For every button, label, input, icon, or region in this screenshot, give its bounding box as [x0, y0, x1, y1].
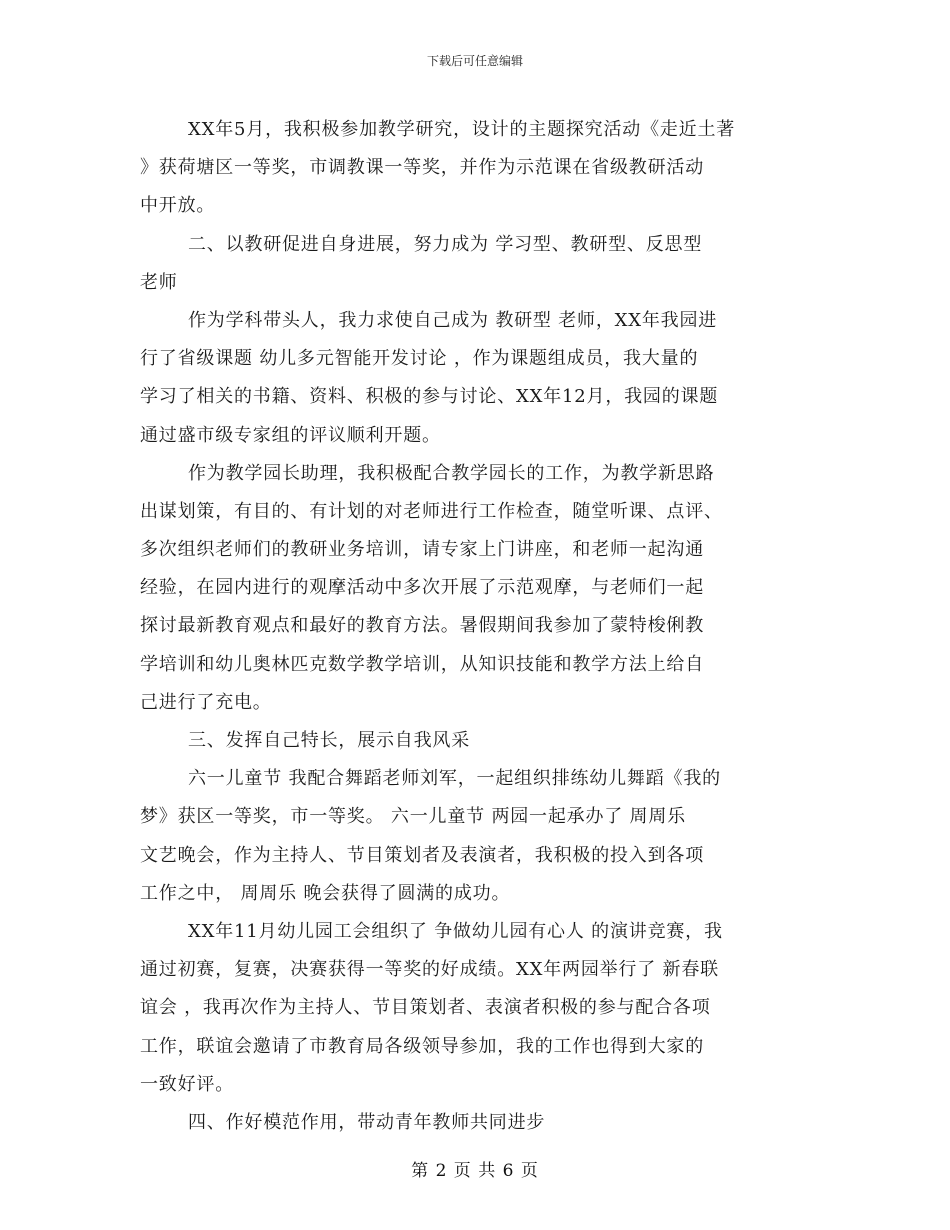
document-body	[140, 111, 815, 1142]
text-line: 一致好评。	[140, 1073, 234, 1095]
text-line: 工作之中， 周周乐 晚会获得了圆满的成功。	[140, 882, 511, 904]
text-line: 梦》获区一等奖，市一等奖。 六一儿童节 两园一起承办了 周周乐	[140, 806, 686, 828]
text-line: 中开放。	[140, 195, 216, 217]
text-line: 通过盛市级专家组的评议顺利开题。	[140, 424, 441, 446]
text-line: 经验，在园内进行的观摩活动中多次开展了示范观摩，与老师们一起	[140, 577, 704, 599]
text-line: 己进行了充电。	[140, 691, 272, 713]
text-line: 三、发挥自己特长，展示自我风采	[188, 730, 470, 751]
text-line: 老师	[140, 271, 178, 293]
text-line: XX年11月幼儿园工会组织了 争做幼儿园有心人 的演讲竞赛，我	[188, 920, 723, 942]
text-line: 文艺晚会，作为主持人、节目策划者及表演者，我积极的投入到各项	[140, 844, 704, 866]
text-line: 学培训和幼儿奥林匹克数学教学培训，从知识技能和教学方法上给自	[140, 653, 704, 675]
text-line: 通过初赛，复赛，决赛获得一等奖的好成绩。XX年两园举行了 新春联	[140, 959, 719, 981]
text-line: XX年5月，我积极参加教学研究，设计的主题探究活动《走近土著	[188, 119, 736, 140]
text-line: 多次组织老师们的教研业务培训，请专家上门讲座，和老师一起沟通	[140, 539, 704, 561]
text-line: 探讨最新教育观点和最好的教育方法。暑假期间我参加了蒙特梭俐教	[140, 615, 704, 637]
text-line: 二、以教研促进自身进展，努力成为 学习型、教研型、反思型	[188, 233, 703, 255]
text-line: 工作，联谊会邀请了市教育局各级领导参加，我的工作也得到大家的	[140, 1035, 704, 1057]
text-line: 出谋划策，有目的、有计划的对老师进行工作检查，随堂听课、点评、	[140, 500, 723, 522]
text-line: 四、作好模范作用，带动青年教师共同进步	[188, 1111, 546, 1133]
text-line: 谊会 ，我再次作为主持人、节目策划者、表演者积极的参与配合各项	[140, 997, 711, 1019]
text-line: 行了省级课题 幼儿多元智能开发讨论 ，作为课题组成员，我大量的	[140, 348, 699, 370]
page-footer: 第 2 页 共 6 页	[411, 1161, 539, 1181]
text-line: 学习了相关的书籍、资料、积极的参与讨论、XX年12月，我园的课题	[140, 386, 719, 408]
page-header: 下载后可任意编辑	[426, 54, 523, 68]
text-line: 》获荷塘区一等奖，市调教课一等奖，并作为示范课在省级教研活动	[140, 157, 704, 179]
text-line: 作为教学园长助理，我积极配合教学园长的工作，为教学新思路	[188, 462, 715, 484]
text-line: 作为学科带头人，我力求使自己成为 教研型 老师，XX年我园进	[188, 309, 718, 331]
text-line: 六一儿童节 我配合舞蹈老师刘军，一起组织排练幼儿舞蹈《我的	[188, 768, 721, 790]
